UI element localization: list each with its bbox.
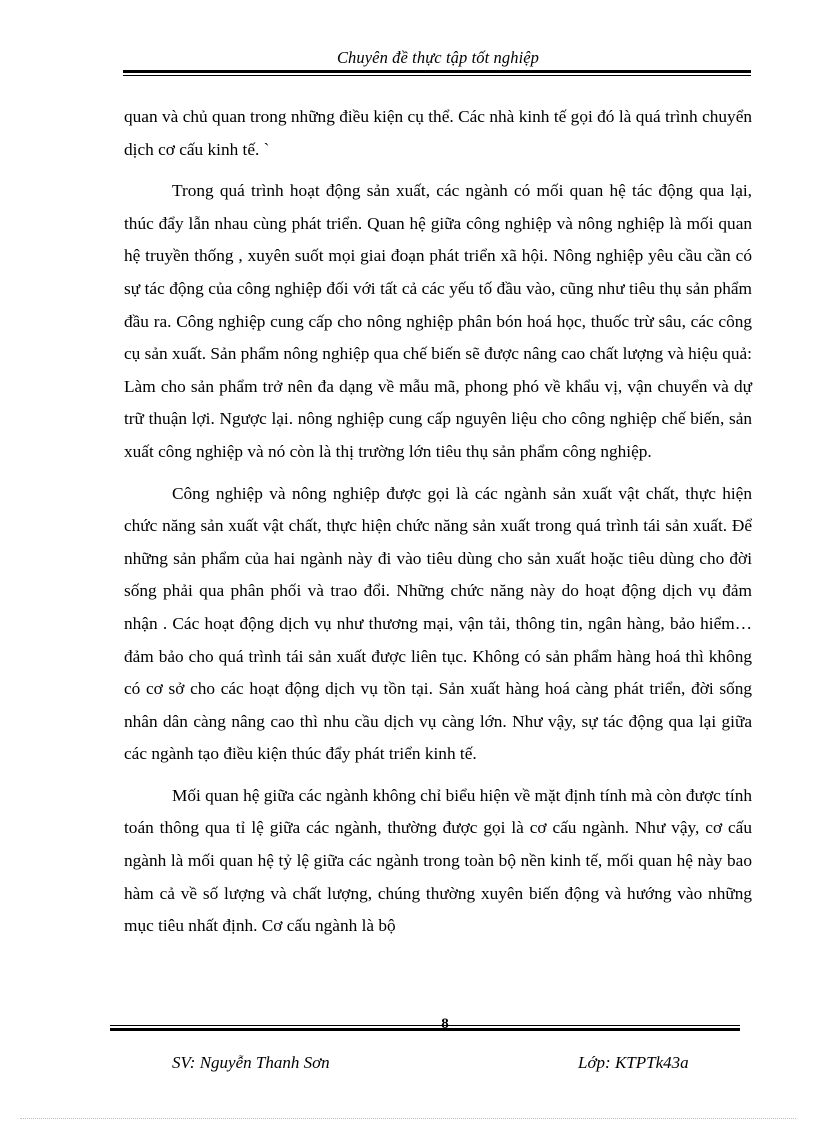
body-text <box>124 101 752 943</box>
page-bottom-edge <box>20 1118 796 1119</box>
header-divider <box>123 70 751 76</box>
paragraph-continued: quan và chủ quan trong những điều kiện cụ thể. Các nhà kinh tế gọi đó là quá trình chuyển dịch cơ cấu kinh tế. ` <box>124 107 752 159</box>
footer-class: Lớp: KTPTk43a <box>578 1053 689 1072</box>
paragraph: Mối quan hệ giữa các ngành không chỉ biểu hiện về mặt định tính mà còn được tính toán thông qua tỉ lệ giữa các ngành, thường được gọi là cơ cấu ngành. Như vậy, cơ cấu ngành là mối quan hệ tỷ lệ giữa các ngành trong toàn bộ nền kinh tế, mối quan hệ này bao hàm cả về số lượng và chất lượng, chúng thường xuyên biến động và hướng vào những mục tiêu nhất định. Cơ cấu ngành là bộ <box>124 785 752 936</box>
footer-divider <box>110 1025 740 1031</box>
paragraph: Công nghiệp và nông nghiệp được gọi là các ngành sản xuất vật chất, thực hiện chức năng sản xuất vật chất, thực hiện chức năng sản xuất trong quá trình tái sản xuất. Để những sản phẩm của hai ngành này đi vào tiêu dùng cho sản xuất hoặc tiêu dùng cho đời sống phải qua phân phối và trao đổi. Những chức năng này do hoạt động dịch vụ đảm nhận . Các hoạt động dịch vụ như thương mại, vận tải, thông tin, ngân hàng, bảo hiểm…đảm bảo cho quá trình tái sản xuất được liên tục. Không có sản phẩm hàng hoá thì không có cơ sở cho các hoạt động dịch vụ tồn tại. Sản xuất hàng hoá càng phát triển, đời sống nhân dân càng nâng cao thì nhu cầu dịch vụ càng lớn. Như vậy, sự tác động qua lại giữa các ngành tạo điều kiện thúc đẩy phát triển kinh tế. <box>124 483 752 764</box>
page-number: 8 <box>441 1016 449 1032</box>
footer-student-name: SV: Nguyễn Thanh Sơn <box>172 1053 330 1072</box>
page-header-title: Chuyên đề thực tập tốt nghiệp <box>336 48 540 67</box>
paragraph: Trong quá trình hoạt động sản xuất, các ngành có mối quan hệ tác động qua lại, thúc đẩy lẫn nhau cùng phát triển. Quan hệ giữa công nghiệp và nông nghiệp là mối quan hệ truyền thống , xuyên suốt mọi giai đoạn phát triển xã hội. Nông nghiệp yêu cầu cần có sự tác động của công nghiệp đối với tất cả các yếu tố đầu vào, cũng như tiêu thụ sản phẩm đầu ra. Công nghiệp cung cấp cho nông nghiệp phân bón hoá học, thuốc trừ sâu, các công cụ sản xuất. Sản phẩm nông nghiệp qua chế biến sẽ được nâng cao chất lượng và hiệu quả: Làm cho sản phẩm trở nên đa dạng về mẫu mã, phong phó về khẩu vị, vận chuyển và dự trữ thuận lợi. Ngược lại. nông nghiệp cung cấp nguyên liệu cho công nghiệp chế biến, sản xuất công nghiệp và nó còn là thị trường lớn tiêu thụ sản phẩm công nghiệp. <box>124 181 752 461</box>
